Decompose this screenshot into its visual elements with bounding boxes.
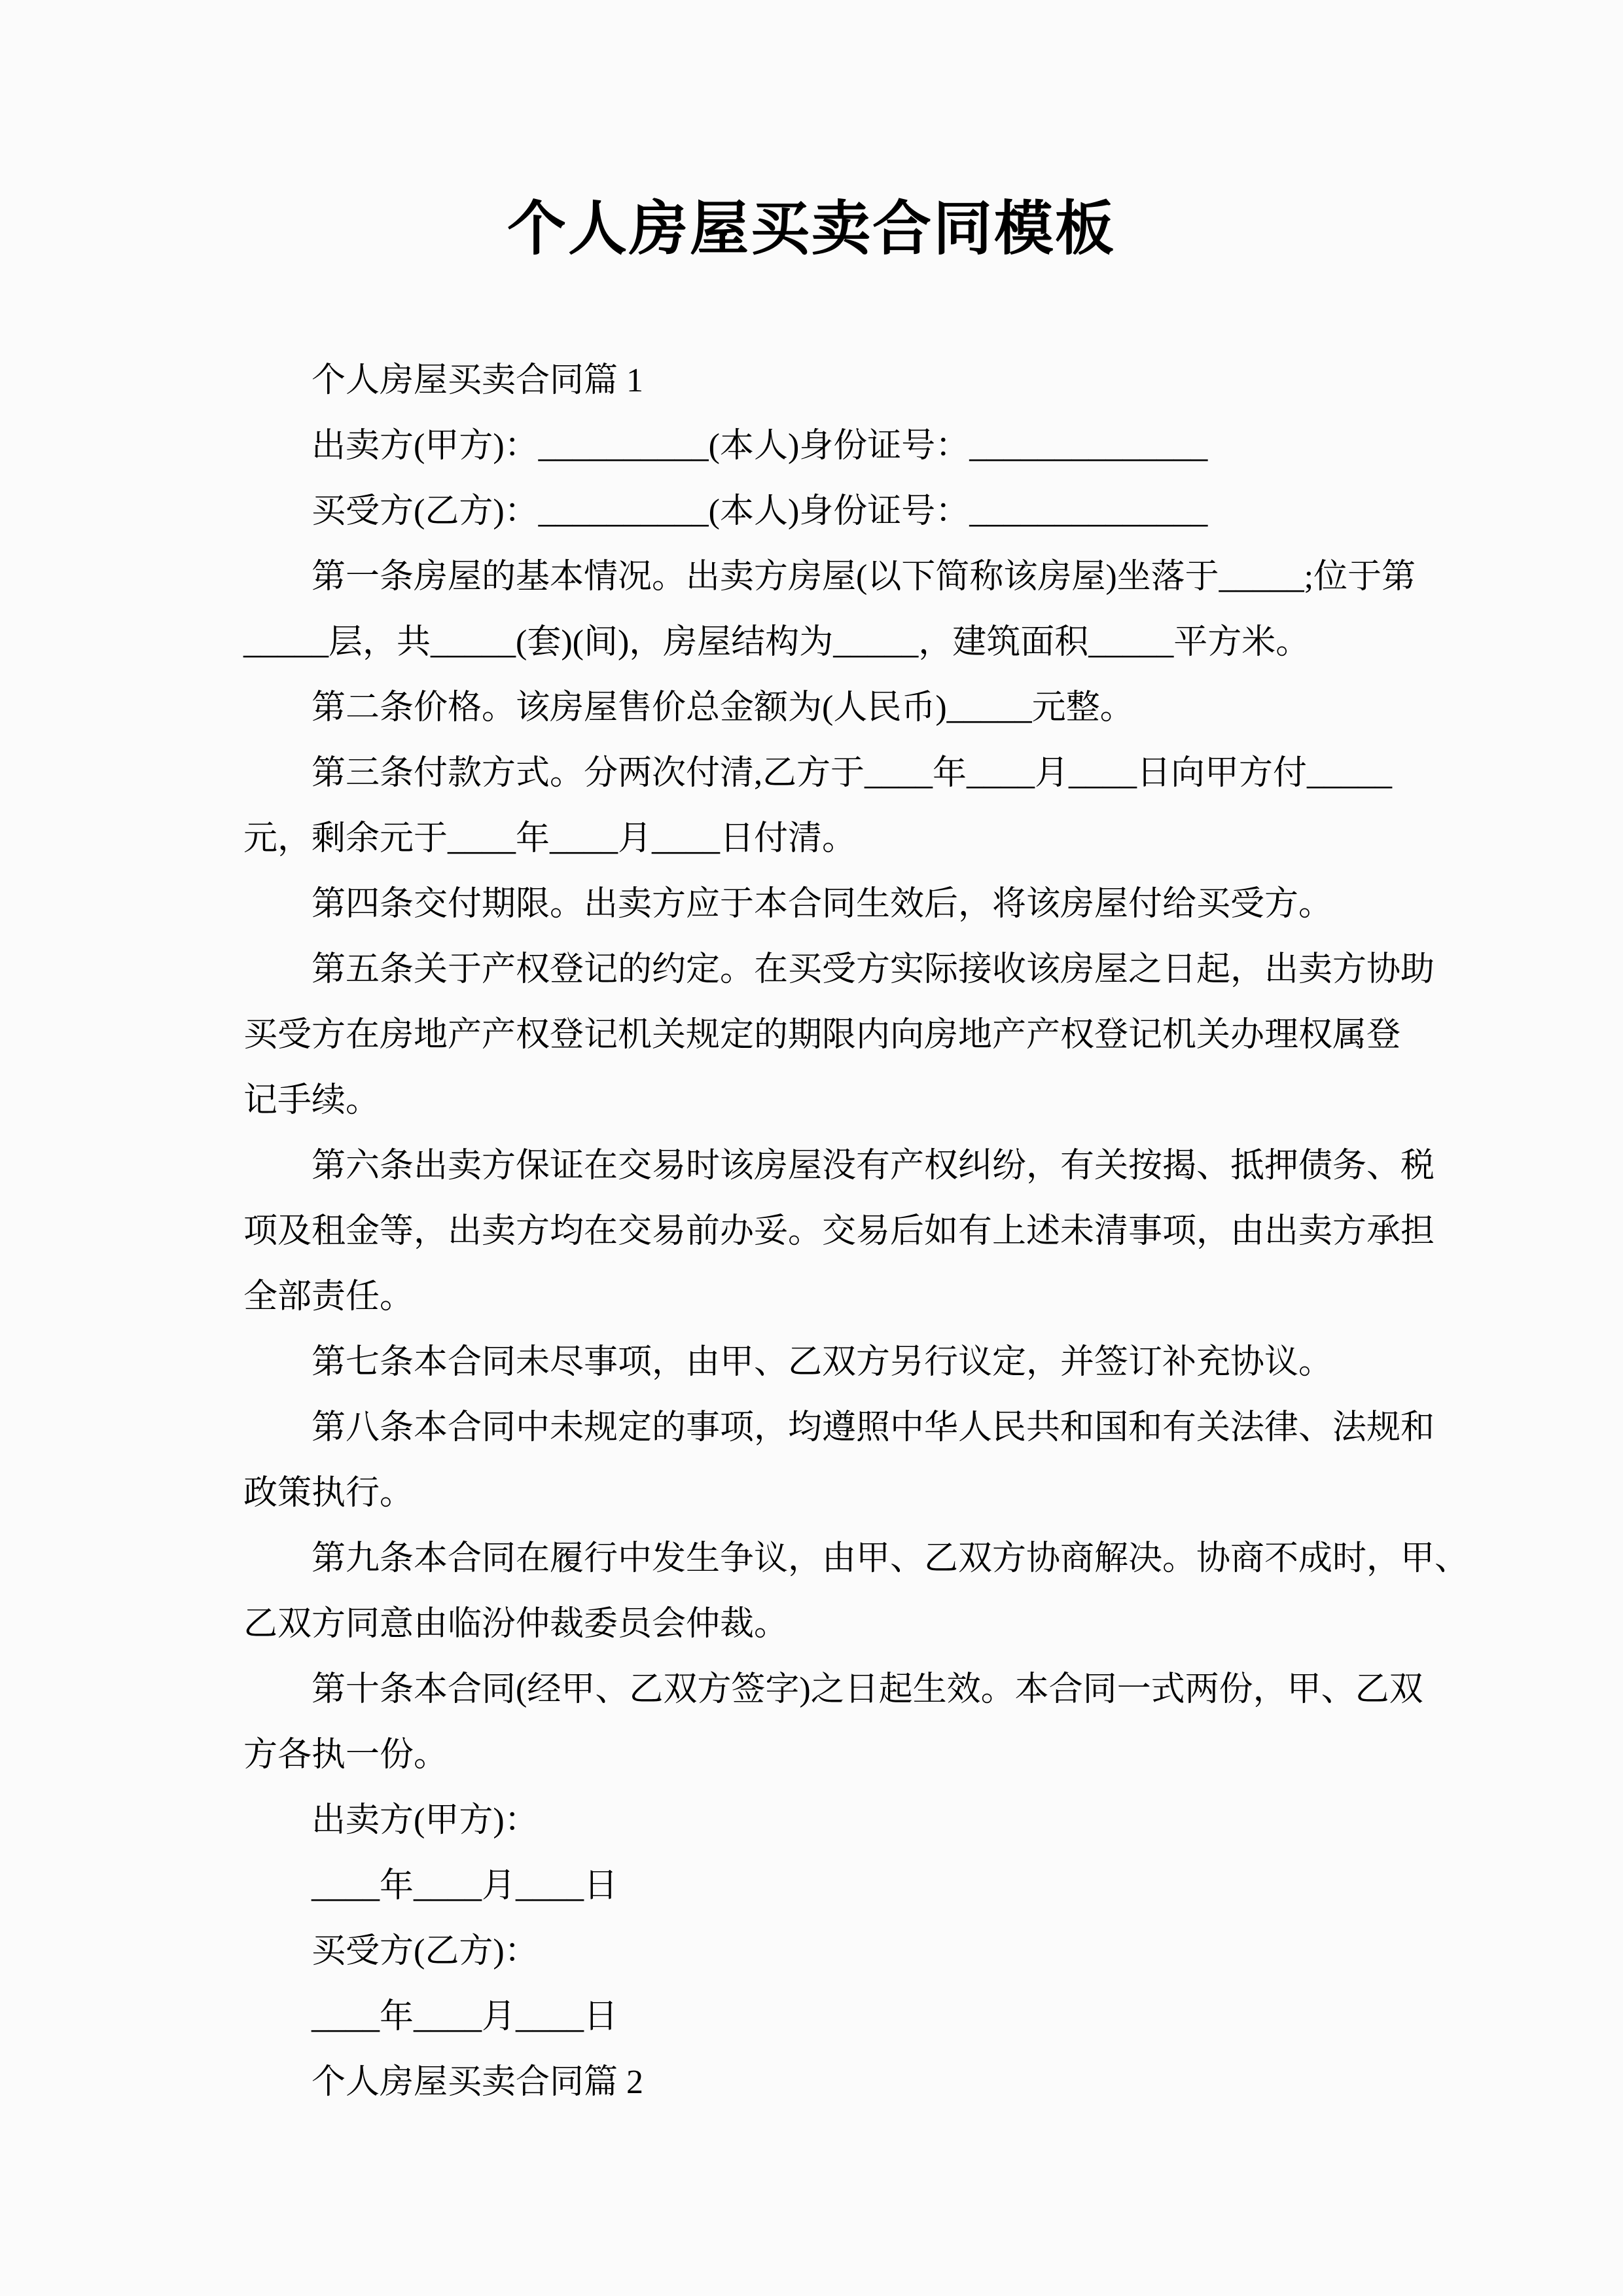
clause-9-line-1: 第九条本合同在履行中发生争议，由甲、乙双方协商解决。协商不成时，甲、 [312, 1540, 1469, 1577]
page-title: 个人房屋买卖合同模板 [507, 197, 1116, 262]
seller-identity-line: 出卖方(甲方)：__________(本人)身份证号：______________ [312, 427, 1208, 465]
clause-4-line: 第四条交付期限。出卖方应于本合同生效后，将该房屋付给买受方。 [312, 886, 1333, 923]
clause-3-line-1: 第三条付款方式。分两次付清,乙方于____年____月____日向甲方付_____ [312, 755, 1393, 792]
clause-5-line-2: 买受方在房地产产权登记机关规定的期限内向房地产产权登记机关办理权属登 [243, 1016, 1401, 1054]
clause-6-line-3: 全部责任。 [243, 1278, 414, 1316]
clause-5-line-1: 第五条关于产权登记的约定。在买受方实际接收该房屋之日起，出卖方协助 [312, 951, 1435, 988]
clause-6-line-2: 项及租金等，出卖方均在交易前办妥。交易后如有上述未清事项，由出卖方承担 [243, 1213, 1435, 1250]
clause-1-line-1: 第一条房屋的基本情况。出卖方房屋(以下简称该房屋)坐落于_____;位于第 [312, 558, 1416, 596]
clause-5-line-3: 记手续。 [243, 1082, 380, 1119]
buyer-signature-date: ____年____月____日 [312, 1998, 618, 2036]
clause-10-line-2: 方各执一份。 [243, 1736, 448, 1774]
buyer-identity-line: 买受方(乙方)：__________(本人)身份证号：______________ [312, 493, 1208, 530]
clause-6-line-1: 第六条出卖方保证在交易时该房屋没有产权纠纷，有关按揭、抵押债务、税 [312, 1147, 1435, 1185]
clause-8-line-1: 第八条本合同中未规定的事项，均遵照中华人民共和国和有关法律、法规和 [312, 1409, 1435, 1446]
section-1-heading: 个人房屋买卖合同篇 1 [312, 362, 644, 399]
clause-10-line-1: 第十条本合同(经甲、乙双方签字)之日起生效。本合同一式两份，甲、乙双 [312, 1671, 1423, 1708]
clause-2-line: 第二条价格。该房屋售价总金额为(人民币)_____元整。 [312, 689, 1134, 726]
buyer-signature-label: 买受方(乙方)： [312, 1933, 539, 1970]
seller-signature-label: 出卖方(甲方)： [312, 1802, 539, 1839]
clause-3-line-2: 元，剩余元于____年____月____日付清。 [243, 820, 857, 857]
clause-8-line-2: 政策执行。 [243, 1475, 414, 1512]
clause-1-line-2: _____层，共_____(套)(间)，房屋结构为_____，建筑面积_____平方米。 [243, 624, 1310, 661]
seller-signature-date: ____年____月____日 [312, 1867, 618, 1905]
clause-7-line: 第七条本合同未尽事项，由甲、乙双方另行议定，并签订补充协议。 [312, 1344, 1333, 1381]
section-2-heading: 个人房屋买卖合同篇 2 [312, 2064, 644, 2101]
contract-body [243, 348, 1469, 2115]
clause-9-line-2: 乙双方同意由临汾仲裁委员会仲裁。 [243, 1605, 789, 1643]
